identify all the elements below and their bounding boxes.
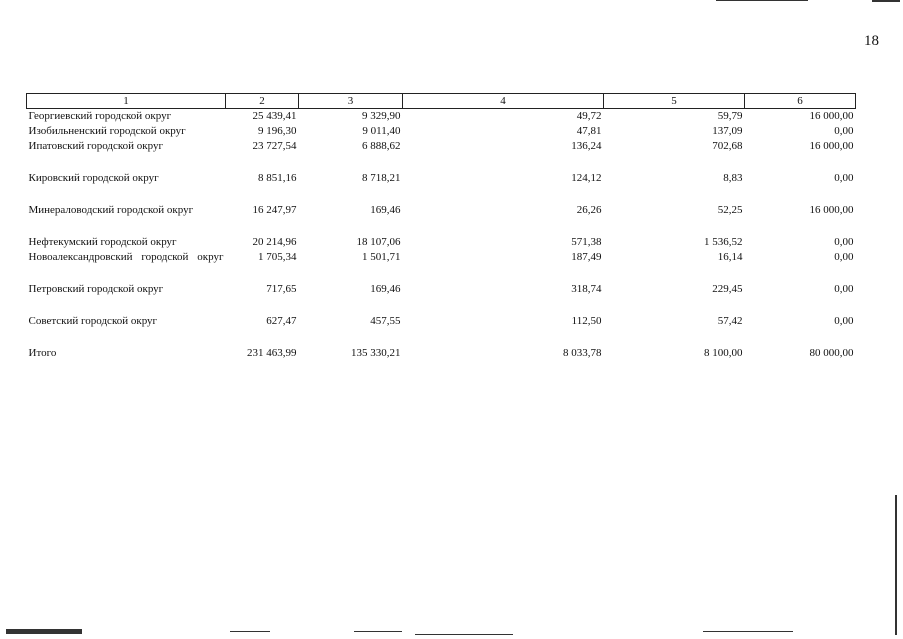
scan-mark xyxy=(6,629,82,634)
value-col-4: 47,81 xyxy=(576,125,602,137)
value-col-2: 25 439,41 xyxy=(252,110,297,122)
scan-mark xyxy=(230,631,270,632)
value-col-3: 18 107,06 xyxy=(356,236,401,248)
value-col-2: 9 196,30 xyxy=(258,125,297,137)
value-col-4: 136,24 xyxy=(571,140,602,152)
value-col-3: 8 718,21 xyxy=(362,172,401,184)
value-col-4: 26,26 xyxy=(576,204,602,216)
value-col-4: 124,12 xyxy=(571,172,602,184)
total-col-6: 80 000,00 xyxy=(809,347,854,359)
value-col-6: 0,00 xyxy=(834,236,854,248)
value-col-3: 457,55 xyxy=(370,315,401,327)
value-col-2: 23 727,54 xyxy=(252,140,297,152)
value-col-2: 627,47 xyxy=(266,315,297,327)
table-row xyxy=(27,109,856,125)
header-col-2: 2 xyxy=(226,94,299,109)
table-row xyxy=(27,235,856,250)
value-col-6: 0,00 xyxy=(834,283,854,295)
value-col-2: 8 851,16 xyxy=(258,172,297,184)
total-col-4: 8 033,78 xyxy=(563,347,602,359)
value-col-3: 6 888,62 xyxy=(362,140,401,152)
budget-table xyxy=(26,93,856,361)
value-col-2: 16 247,97 xyxy=(252,204,297,216)
header-col-5: 5 xyxy=(604,94,745,109)
value-col-6: 0,00 xyxy=(834,251,854,263)
district-name: Георгиевский городской округ xyxy=(28,110,172,122)
value-col-3: 9 329,90 xyxy=(362,110,401,122)
district-name: Минераловодский городской округ xyxy=(28,204,194,216)
district-name: Новоалександровский городской округ xyxy=(28,251,224,263)
district-name: Нефтекумский городской округ xyxy=(28,236,177,248)
value-col-6: 16 000,00 xyxy=(809,204,854,216)
scan-mark xyxy=(354,631,402,632)
table-row xyxy=(27,203,856,235)
district-name: Изобильненский городской округ xyxy=(28,125,186,137)
value-col-5: 229,45 xyxy=(712,283,743,295)
total-col-5: 8 100,00 xyxy=(704,347,743,359)
scan-mark xyxy=(716,0,808,1)
total-col-2: 231 463,99 xyxy=(247,347,297,359)
value-col-3: 1 501,71 xyxy=(362,251,401,263)
header-col-3: 3 xyxy=(299,94,403,109)
scan-mark xyxy=(703,631,793,632)
value-col-4: 187,49 xyxy=(571,251,602,263)
district-name: Петровский городской округ xyxy=(28,283,164,295)
page-number: 18 xyxy=(864,33,879,49)
value-col-4: 318,74 xyxy=(571,283,602,295)
value-col-6: 16 000,00 xyxy=(809,140,854,152)
value-col-5: 1 536,52 xyxy=(704,236,743,248)
table-row xyxy=(27,124,856,139)
value-col-6: 0,00 xyxy=(834,315,854,327)
header-col-4: 4 xyxy=(403,94,604,109)
value-col-5: 16,14 xyxy=(717,251,743,263)
value-col-5: 702,68 xyxy=(712,140,743,152)
total-label: Итого xyxy=(28,347,57,359)
value-col-4: 571,38 xyxy=(571,236,602,248)
district-name: Кировский городской округ xyxy=(28,172,159,184)
value-col-5: 8,83 xyxy=(723,172,743,184)
value-col-5: 137,09 xyxy=(712,125,743,137)
table-row xyxy=(27,250,856,282)
value-col-6: 0,00 xyxy=(834,125,854,137)
value-col-5: 59,79 xyxy=(717,110,743,122)
value-col-4: 112,50 xyxy=(571,315,602,327)
total-row xyxy=(27,346,856,361)
table-row xyxy=(27,282,856,314)
scan-mark xyxy=(895,495,897,635)
table-row xyxy=(27,314,856,346)
table-row xyxy=(27,171,856,203)
total-col-3: 135 330,21 xyxy=(351,347,401,359)
scan-mark xyxy=(872,0,900,2)
table-row xyxy=(27,139,856,171)
value-col-3: 169,46 xyxy=(370,204,401,216)
value-col-3: 169,46 xyxy=(370,283,401,295)
scan-mark xyxy=(415,634,513,635)
value-col-2: 717,65 xyxy=(266,283,297,295)
value-col-5: 57,42 xyxy=(717,315,743,327)
district-name: Ипатовский городской округ xyxy=(28,140,164,152)
value-col-6: 0,00 xyxy=(834,172,854,184)
district-name: Советский городской округ xyxy=(28,315,158,327)
header-col-6: 6 xyxy=(745,94,856,109)
value-col-5: 52,25 xyxy=(717,204,743,216)
value-col-4: 49,72 xyxy=(576,110,602,122)
value-col-3: 9 011,40 xyxy=(362,125,401,137)
value-col-2: 1 705,34 xyxy=(258,251,297,263)
value-col-2: 20 214,96 xyxy=(252,236,297,248)
table-header-row xyxy=(27,94,856,109)
value-col-6: 16 000,00 xyxy=(809,110,854,122)
header-col-1: 1 xyxy=(27,94,226,109)
